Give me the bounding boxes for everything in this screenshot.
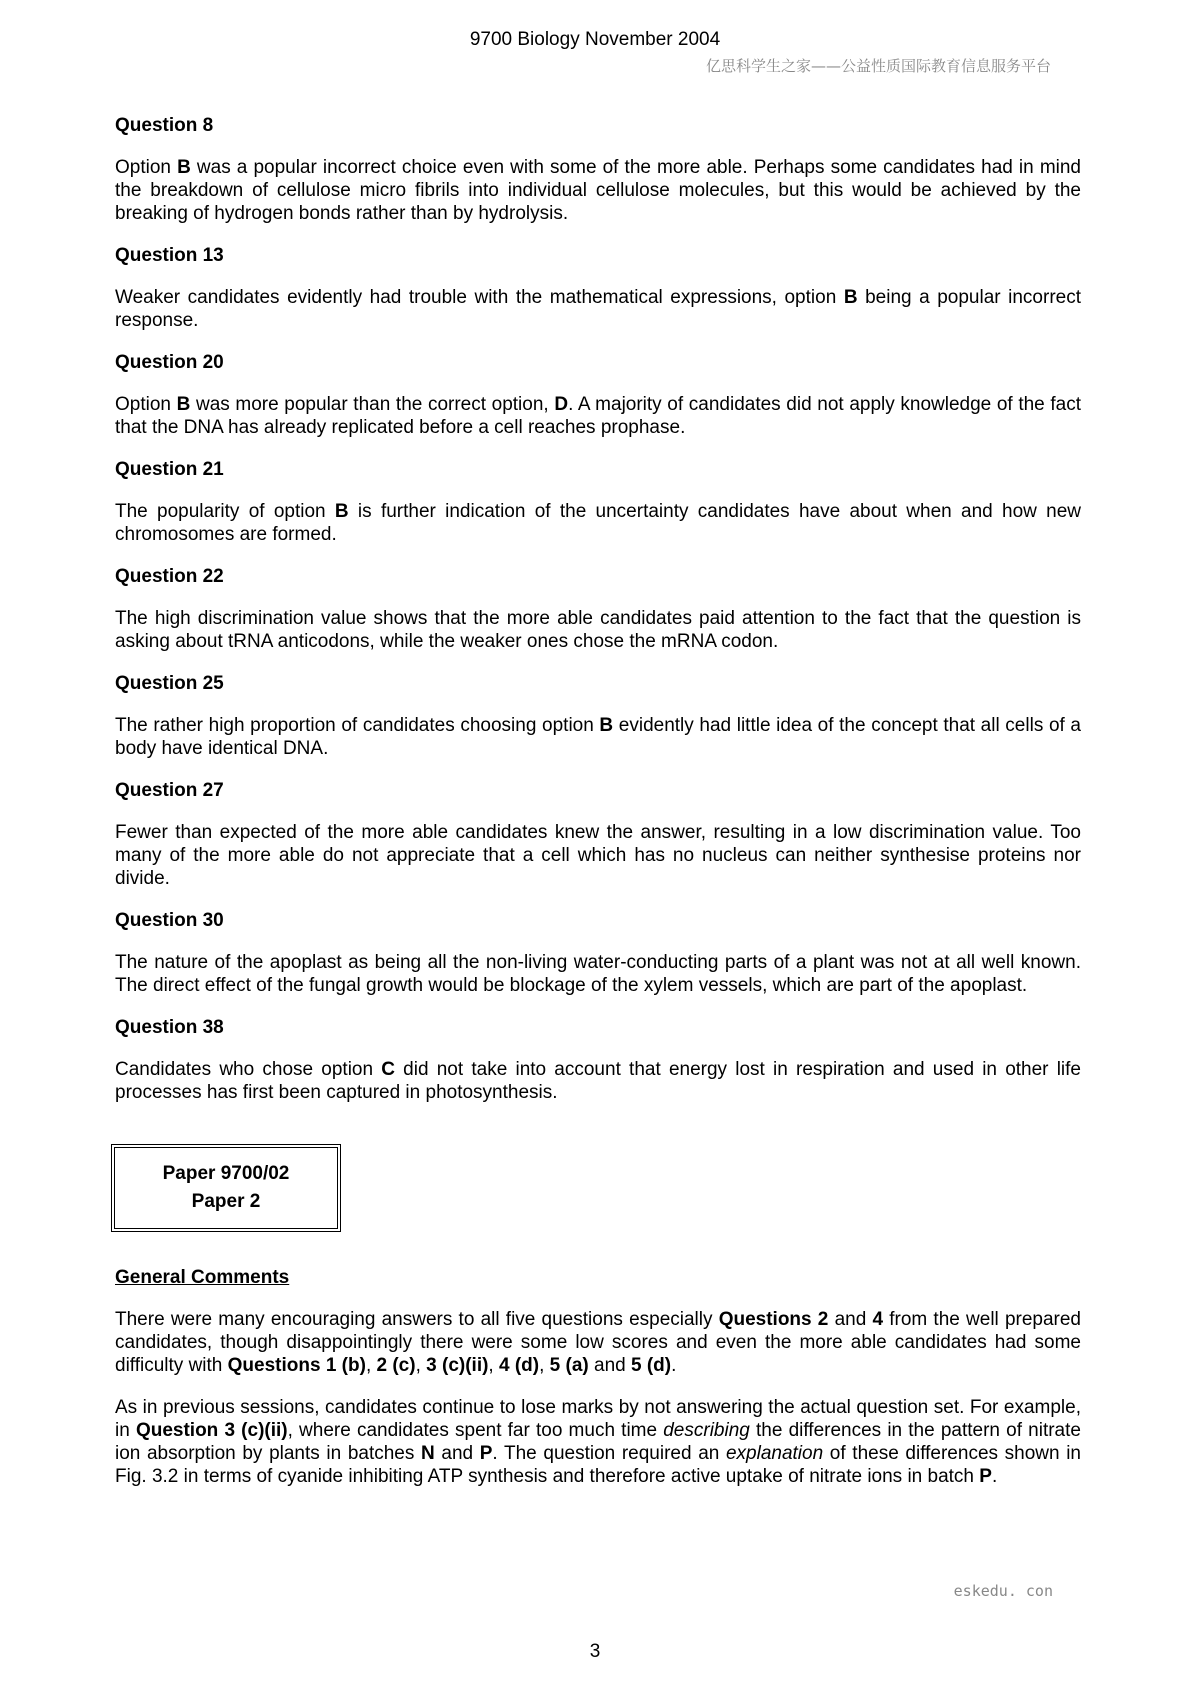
bold-text: Questions 1 (b) [227,1355,366,1376]
question-comment [115,821,1081,890]
question-comment [115,1058,1081,1104]
question-title: Question 30 [115,910,224,931]
paper-name: Paper 2 [191,1191,261,1212]
question-title: Question 8 [115,115,214,136]
general-comments-heading: General Comments [115,1267,290,1288]
bold-text: B [176,394,191,415]
bold-text: N [421,1443,435,1464]
question-comment [115,951,1081,997]
bold-text: D [554,394,569,415]
general-comments-body [115,1308,1081,1488]
question-comment [115,286,1081,332]
text-run: did not take into account that energy lost in respiration and used in other life processes has first been captured in photosynthesis. [115,1059,1081,1103]
text-run: Candidates who chose option [115,1059,382,1080]
text-run: Option [115,394,177,415]
question-comment [115,156,1081,225]
italic-text: describing [663,1420,750,1441]
bold-text: 4 (d) [498,1355,540,1376]
page-header-title: 9700 Biology November 2004 [469,29,721,50]
question-comment [115,500,1081,546]
italic-text: explanation [725,1443,824,1464]
general-comment-paragraph [115,1396,1081,1488]
text-run: . A majority of candidates did not apply knowledge of the fact that the DNA has already replicated before a cell reaches prophase. [115,394,1081,438]
text-run: , [415,1355,427,1376]
text-run: Fewer than expected of the more able candidates knew the answer, resulting in a low discrimination value. Too many of the more able do not appreciate that a cell which has no nucleus can neither synthesise proteins nor divide. [115,822,1081,889]
text-run: and [434,1443,480,1464]
paper-code: Paper 9700/02 [162,1163,290,1184]
bold-text: 5 (d) [631,1355,672,1376]
bold-text: 3 (c)(ii) [426,1355,489,1376]
text-run: The popularity of option [115,501,335,522]
text-run: from the well prepared candidates, though disappointingly there were some low scores and even the more able candidates had some difficulty with [115,1309,1082,1376]
general-comment-paragraph [115,1308,1081,1377]
question-title: Question 27 [115,780,224,801]
question-title: Question 25 [115,673,224,694]
bold-text: Question 3 (c)(ii) [135,1420,288,1441]
question-title: Question 21 [115,459,224,480]
text-run: The nature of the apoplast as being all the non-living water-conducting parts of a plant was not at all well known. The direct effect of the fungal growth would be blockage of the xylem vessels, which are part of the apoplast. [115,952,1081,996]
bold-text: C [381,1059,395,1080]
text-run: Weaker candidates evidently had trouble with the mathematical expressions, option [115,287,844,308]
footer-watermark: eskedu. con [953,1582,1053,1600]
bold-text: 2 (c) [376,1355,416,1376]
bold-text: B [599,715,614,736]
document-body [115,114,1081,1507]
question-comment [115,393,1081,439]
text-run: As in previous sessions, candidates continue to lose marks by not answering the actual question set. For example, in [115,1397,1081,1441]
text-run: The high discrimination value shows that the more able candidates paid attention to the fact that the question is asking about tRNA anticodons, while the weaker ones chose the mRNA codon. [115,608,1081,652]
bold-text: B [843,287,858,308]
text-run: Option [115,157,178,178]
text-run: , [539,1355,550,1376]
question-title: Question 22 [115,566,224,587]
question-comment [115,607,1081,653]
text-run: The rather high proportion of candidates choosing option [115,715,600,736]
text-run: and [588,1355,631,1376]
bold-text: P [979,1466,992,1487]
question-list [115,114,1081,1104]
text-run: being a popular incorrect response. [115,287,1081,331]
bold-text: 4 [872,1309,884,1330]
text-run: was a popular incorrect choice even with some of the more able. Perhaps some candidates had in mind the breakdown of cellulose micro fibrils into individual cellulose molecules, but this would be achieved by the breaking of hydrogen bonds rather than by hydrolysis. [115,157,1081,224]
text-run: of these differences shown in Fig. 3.2 in terms of cyanide inhibiting ATP synthesis and therefore active uptake of nitrate ions in batch [115,1443,1081,1487]
bold-text: Questions 2 [718,1309,829,1330]
text-run: is further indication of the uncertainty candidates have about when and how new chromosomes are formed. [115,501,1081,545]
bold-text: 5 (a) [549,1355,589,1376]
text-run: evidently had little idea of the concept that all cells of a body have identical DNA. [115,715,1081,759]
text-run: . The question required an [492,1443,726,1464]
text-run: , where candidates spent far too much time [287,1420,664,1441]
bold-text: B [177,157,191,178]
text-run: . [991,1466,998,1487]
text-run: There were many encouraging answers to all five questions especially [115,1309,719,1330]
header-watermark: 亿思科学生之家——公益性质国际教育信息服务平台 [705,57,1051,75]
text-run: , [488,1355,499,1376]
text-run: . [671,1355,677,1376]
bold-text: P [479,1443,493,1464]
question-title: Question 38 [115,1017,224,1038]
paper-box [111,1144,341,1232]
text-run: the differences in the pattern of nitrate ion absorption by plants in batches [115,1420,1081,1464]
question-title: Question 13 [115,245,224,266]
text-run: and [828,1309,873,1330]
text-run: , [365,1355,377,1376]
bold-text: B [334,501,349,522]
text-run: was more popular than the correct option, [190,394,555,415]
question-title: Question 20 [115,352,224,373]
page-number: 3 [589,1641,601,1662]
question-comment [115,714,1081,760]
